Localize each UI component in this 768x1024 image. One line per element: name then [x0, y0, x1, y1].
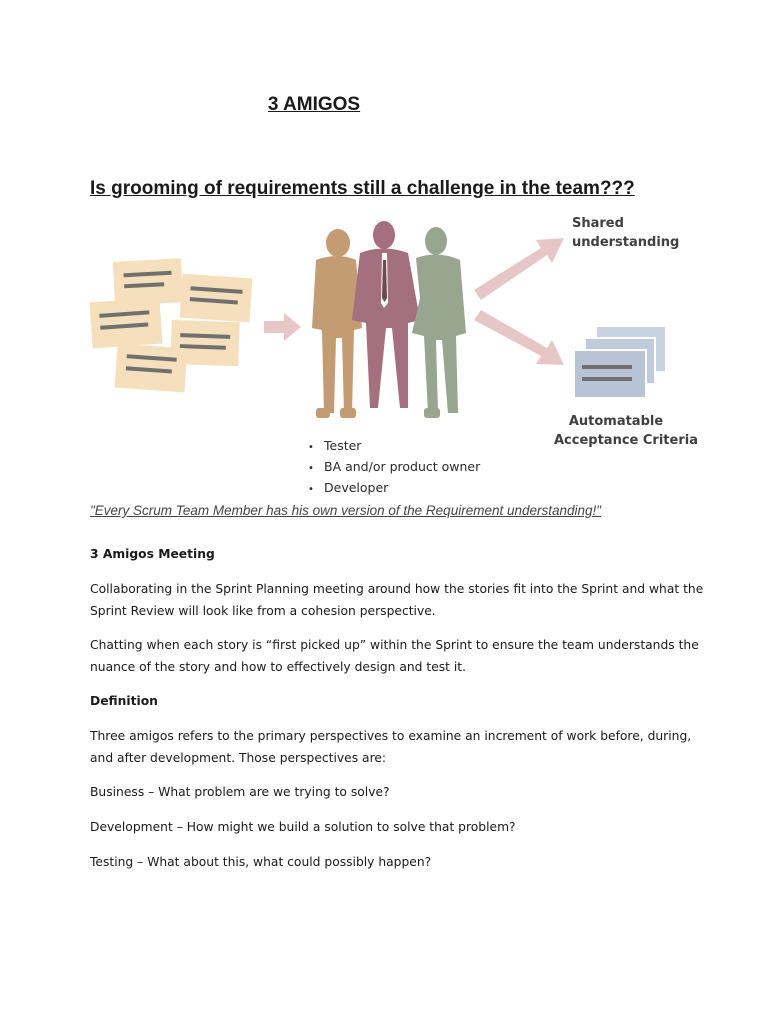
- ba-figure-icon: [352, 221, 420, 408]
- meeting-paragraph-1: Collaborating in the Sprint Planning meeting around how the stories fit into the Sprint and what the Sprint Review will look like from a cohesion perspective.: [90, 582, 704, 618]
- acceptance-criteria-cards-icon: [574, 326, 666, 398]
- roles-list: [308, 436, 480, 499]
- tester-figure-icon: [312, 229, 362, 418]
- definition-paragraph: Three amigos refers to the primary perspectives to examine an increment of work before, during, and after development. Those perspectives are:: [90, 729, 692, 765]
- arrow-down-right-icon: [474, 310, 564, 365]
- business-perspective: Business – What problem are we trying to solve?: [90, 785, 390, 799]
- testing-perspective: Testing – What about this, what could possibly happen?: [90, 855, 432, 869]
- shared-understanding-label: Shared understanding: [572, 216, 680, 250]
- meeting-heading: 3 Amigos Meeting: [90, 547, 215, 561]
- arrow-right-icon: [264, 313, 301, 341]
- meeting-paragraph-2: Chatting when each story is “first picked up” within the Sprint to ensure the team understands the nuance of the story and how to effectively design and test it.: [90, 638, 699, 674]
- quote: "Every Scrum Team Member has his own version of the Requirement understanding!": [90, 503, 602, 518]
- development-perspective: Development – How might we build a solution to solve that problem?: [90, 820, 516, 834]
- sticky-notes-icon: [89, 258, 252, 392]
- role-ba: • BA and/or product owner: [308, 457, 480, 478]
- page-title: 3 AMIGOS: [267, 94, 361, 115]
- three-amigos-figure: [86, 208, 698, 498]
- arrow-up-right-icon: [474, 238, 564, 300]
- acceptance-criteria-label: Automatable Acceptance Criteria: [554, 414, 698, 448]
- developer-figure-icon: [412, 227, 466, 418]
- role-tester: • Tester: [308, 436, 480, 457]
- role-developer: • Developer: [308, 478, 480, 499]
- definition-heading: Definition: [90, 694, 158, 708]
- section-heading: Is grooming of requirements still a challenge in the team???: [90, 178, 635, 199]
